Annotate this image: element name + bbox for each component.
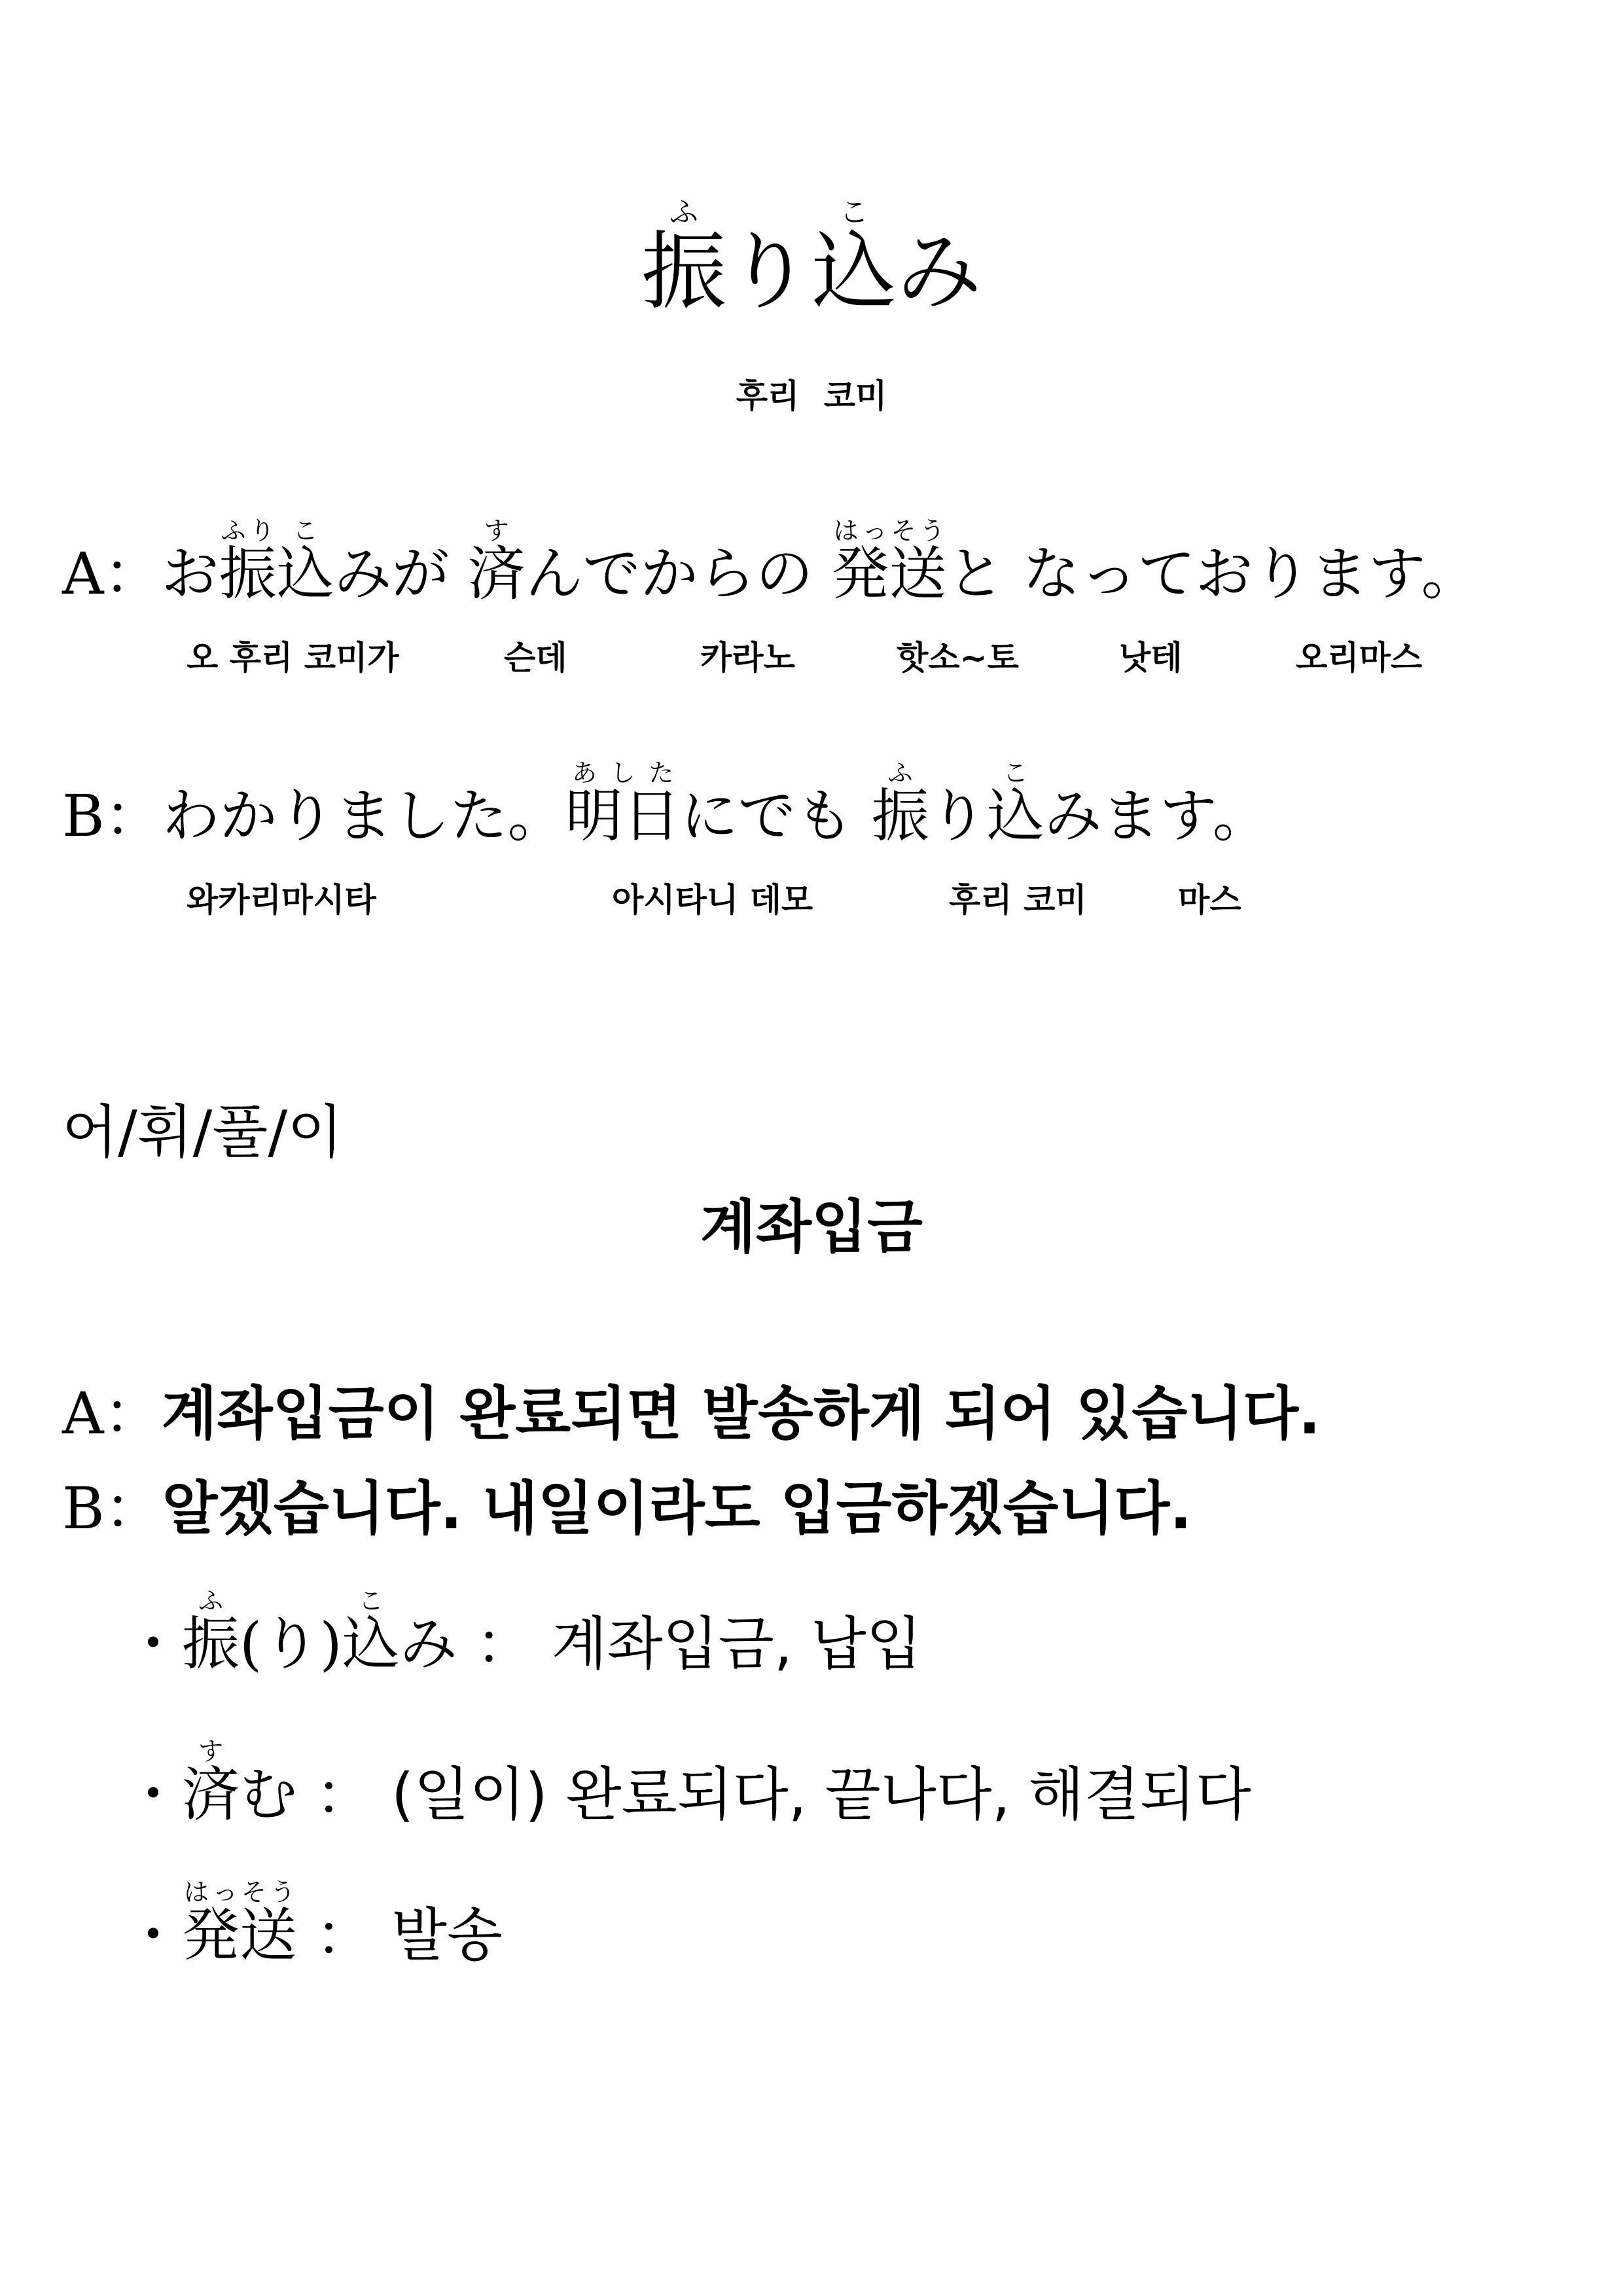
page-title [0, 196, 1623, 321]
dialogue-a-reading-5: 낫테 [1119, 639, 1183, 677]
translation-b-text: 알겠습니다. 내일이라도 입금하겠습니다. [162, 1475, 1192, 1542]
title-kana-2: み [897, 222, 982, 321]
dialogue-a-reading-6: 오리마스 [1296, 639, 1423, 677]
vocab-item-furikomi: ・振ふ(り)込こみ ： 계좌입금, 납입 [124, 1587, 922, 1677]
vocab-heading: 어/휘/풀/이 [62, 1098, 343, 1166]
dialogue-a-japanese: A：お振ふり込こみが 済すんでからの 発送はっそうと なっております。 [62, 516, 1479, 607]
dialogue-a-reading-1: 오 후리 코미가 [187, 639, 399, 677]
dialogue-b-reading-4: 마스 [1178, 881, 1241, 919]
dialogue-b-japanese: B：わかりました。明日あしたにでも 振ふり込こみます。 [62, 759, 1270, 850]
translation-b [62, 1463, 1192, 1545]
translation-b-label: B： [62, 1475, 162, 1542]
vocab-item-hassou: ・発送はっそう ： 발송 [124, 1878, 503, 1969]
translation-a-label: A： [62, 1380, 162, 1447]
title-kanji-1: 振ふ [641, 196, 726, 321]
vocab-definition: (일이) 완료되다, 끝나다, 해결되다 [391, 1761, 1251, 1828]
vocab-item-sumu: ・済すむ ： (일이) 완료되다, 끝나다, 해결되다 [124, 1737, 1251, 1828]
vocab-meaning: 계좌입금 [700, 1193, 923, 1261]
speaker-a-label: A： [62, 540, 162, 607]
vocab-definition: 계좌입금, 납입 [551, 1610, 922, 1677]
dialogue-a-reading-2: 슨데 [504, 639, 567, 677]
title-kanji-2: 込こ [812, 196, 897, 321]
translation-a [62, 1368, 1321, 1450]
title-reading: 후리 코미 [736, 377, 887, 415]
translation-a-text: 계좌입금이 완료되면 발송하게 되어 있습니다. [161, 1380, 1321, 1447]
vocab-definition: 발송 [391, 1901, 503, 1969]
dialogue-b-reading-1: 와카리마시타 [187, 881, 376, 919]
title-kana-1: り [726, 222, 812, 321]
dialogue-a-reading-4: 핫소~토 [897, 639, 1019, 677]
dialogue-b-reading-2: 아시타니 데모 [612, 881, 813, 919]
dialogue-b-reading-3: 후리 코미 [949, 881, 1087, 919]
dialogue-a-reading-3: 카라노 [700, 639, 795, 677]
speaker-b-label: B： [62, 782, 162, 850]
